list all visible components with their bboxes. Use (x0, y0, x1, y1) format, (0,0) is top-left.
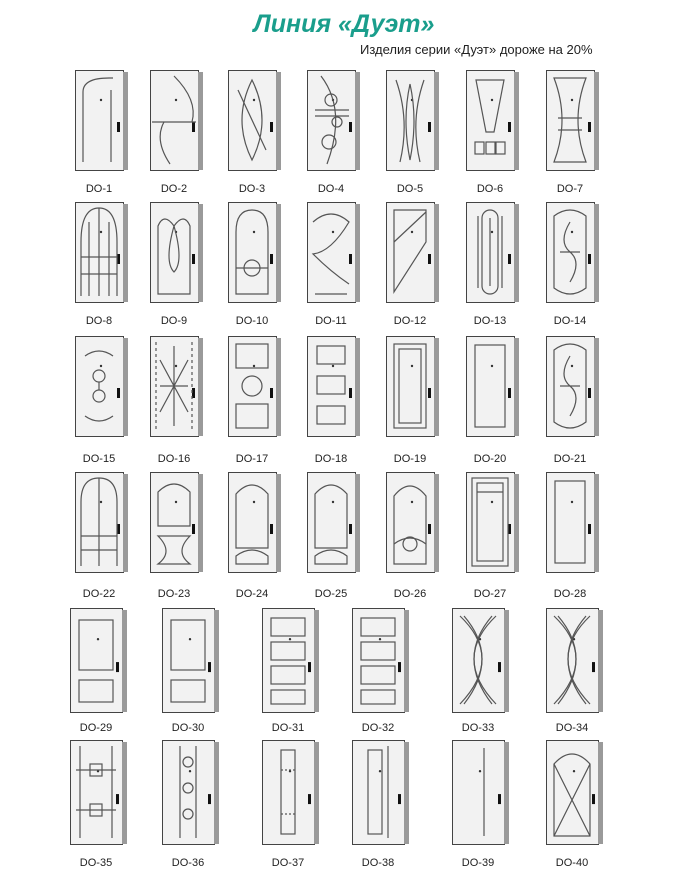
door-do-11 (307, 202, 361, 304)
door-do-21 (546, 336, 600, 438)
door-do-8 (75, 202, 129, 304)
door-do-37 (262, 740, 320, 846)
door-illustration (307, 70, 361, 172)
door-illustration (307, 336, 361, 438)
door-code-label: DO-7 (556, 183, 584, 195)
door-do-25 (307, 472, 361, 574)
door-code-label: DO-22 (82, 588, 116, 600)
door-illustration (75, 202, 129, 304)
door-illustration (466, 472, 520, 574)
door-illustration (386, 70, 440, 172)
door-do-3 (228, 70, 282, 172)
door-illustration (150, 202, 204, 304)
door-do-10 (228, 202, 282, 304)
door-code-label: DO-1 (85, 183, 113, 195)
door-do-15 (75, 336, 129, 438)
door-illustration (307, 202, 361, 304)
door-illustration (162, 608, 220, 714)
door-code-label: DO-31 (271, 722, 305, 734)
door-code-label: DO-24 (235, 588, 269, 600)
door-illustration (75, 472, 129, 574)
door-code-label: DO-8 (85, 315, 113, 327)
door-do-6 (466, 70, 520, 172)
door-do-35 (70, 740, 128, 846)
door-do-20 (466, 336, 520, 438)
door-illustration (75, 336, 129, 438)
door-do-9 (150, 202, 204, 304)
door-illustration (70, 608, 128, 714)
door-code-label: DO-20 (473, 453, 507, 465)
door-code-label: DO-35 (79, 857, 113, 869)
door-illustration (546, 202, 600, 304)
door-illustration (452, 608, 510, 714)
door-illustration (75, 70, 129, 172)
door-illustration (150, 472, 204, 574)
door-code-label: DO-13 (473, 315, 507, 327)
door-illustration (307, 472, 361, 574)
door-do-28 (546, 472, 600, 574)
door-code-label: DO-9 (160, 315, 188, 327)
door-code-label: DO-38 (361, 857, 395, 869)
door-illustration (228, 336, 282, 438)
door-code-label: DO-32 (361, 722, 395, 734)
door-illustration (262, 740, 320, 846)
door-do-32 (352, 608, 410, 714)
door-do-4 (307, 70, 361, 172)
door-illustration (228, 202, 282, 304)
door-do-23 (150, 472, 204, 574)
door-illustration (228, 472, 282, 574)
page-subtitle: Изделия серии «Дуэт» дороже на 20% (360, 42, 593, 57)
door-code-label: DO-39 (461, 857, 495, 869)
door-illustration (546, 336, 600, 438)
door-code-label: DO-4 (317, 183, 345, 195)
door-illustration (386, 202, 440, 304)
door-do-7 (546, 70, 600, 172)
door-illustration (452, 740, 510, 846)
door-code-label: DO-3 (238, 183, 266, 195)
door-illustration (546, 740, 604, 846)
door-code-label: DO-10 (235, 315, 269, 327)
door-code-label: DO-27 (473, 588, 507, 600)
door-code-label: DO-33 (461, 722, 495, 734)
door-do-5 (386, 70, 440, 172)
door-do-39 (452, 740, 510, 846)
door-do-19 (386, 336, 440, 438)
door-code-label: DO-26 (393, 588, 427, 600)
door-code-label: DO-23 (157, 588, 191, 600)
door-do-33 (452, 608, 510, 714)
door-illustration (262, 608, 320, 714)
door-code-label: DO-2 (160, 183, 188, 195)
door-code-label: DO-16 (157, 453, 191, 465)
door-do-12 (386, 202, 440, 304)
door-do-38 (352, 740, 410, 846)
door-code-label: DO-5 (396, 183, 424, 195)
door-illustration (466, 336, 520, 438)
door-illustration (386, 472, 440, 574)
door-code-label: DO-40 (555, 857, 589, 869)
door-do-34 (546, 608, 604, 714)
door-code-label: DO-14 (553, 315, 587, 327)
door-code-label: DO-37 (271, 857, 305, 869)
door-do-2 (150, 70, 204, 172)
door-illustration (162, 740, 220, 846)
door-illustration (466, 70, 520, 172)
door-illustration (546, 472, 600, 574)
door-illustration (70, 740, 128, 846)
door-do-16 (150, 336, 204, 438)
door-illustration (546, 70, 600, 172)
door-code-label: DO-11 (315, 315, 347, 327)
door-do-36 (162, 740, 220, 846)
door-illustration (352, 608, 410, 714)
door-do-17 (228, 336, 282, 438)
door-code-label: DO-15 (82, 453, 116, 465)
door-code-label: DO-6 (476, 183, 504, 195)
door-do-27 (466, 472, 520, 574)
door-do-14 (546, 202, 600, 304)
door-illustration (150, 70, 204, 172)
door-code-label: DO-25 (314, 588, 348, 600)
door-code-label: DO-28 (553, 588, 587, 600)
door-do-18 (307, 336, 361, 438)
door-code-label: DO-21 (553, 453, 587, 465)
door-illustration (466, 202, 520, 304)
door-code-label: DO-19 (393, 453, 427, 465)
door-illustration (352, 740, 410, 846)
door-code-label: DO-36 (171, 857, 205, 869)
door-do-1 (75, 70, 129, 172)
door-code-label: DO-30 (171, 722, 205, 734)
door-do-40 (546, 740, 604, 846)
door-code-label: DO-17 (235, 453, 269, 465)
page-title: Линия «Дуэт» (253, 10, 435, 38)
door-illustration (546, 608, 604, 714)
door-do-22 (75, 472, 129, 574)
door-code-label: DO-18 (314, 453, 348, 465)
door-illustration (386, 336, 440, 438)
door-illustration (150, 336, 204, 438)
door-code-label: DO-34 (555, 722, 589, 734)
door-do-13 (466, 202, 520, 304)
door-code-label: DO-29 (79, 722, 113, 734)
door-do-26 (386, 472, 440, 574)
door-illustration (228, 70, 282, 172)
door-do-30 (162, 608, 220, 714)
door-code-label: DO-12 (393, 315, 427, 327)
door-do-24 (228, 472, 282, 574)
door-do-29 (70, 608, 128, 714)
door-do-31 (262, 608, 320, 714)
